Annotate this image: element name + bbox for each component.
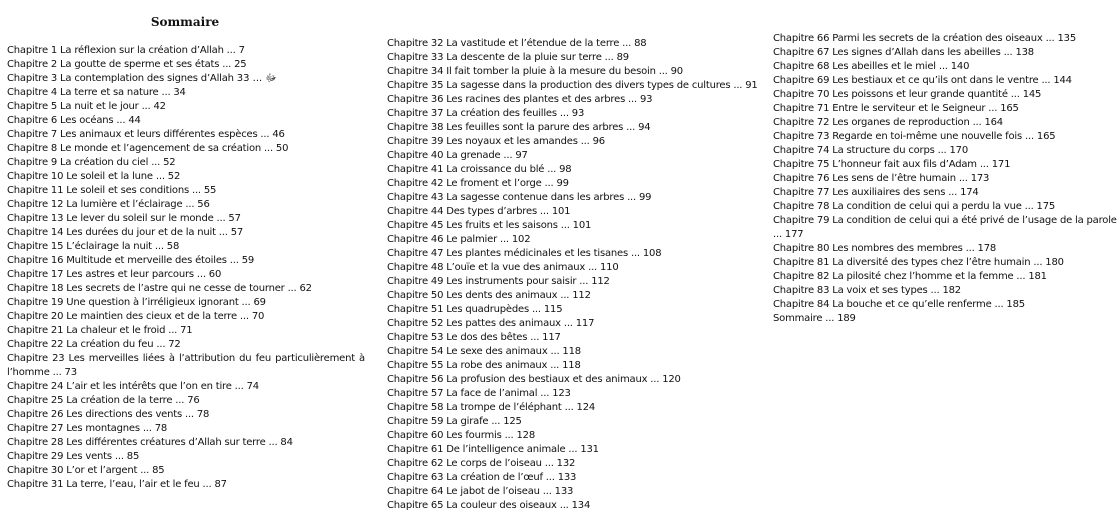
toc-entry: Chapitre 82 La pilosité chez l’homme et la femme ... 181: [773, 271, 1047, 282]
toc-entry: Chapitre 45 Les fruits et les saisons ... 101: [387, 220, 592, 231]
toc-entry: Chapitre 57 La face de l’animal ... 123: [387, 388, 571, 399]
toc-entry: Chapitre 19 Une question à l’irréligieux ignorant ... 69: [7, 297, 266, 308]
toc-entry: Chapitre 12 La lumière et l’éclairage ... 56: [7, 199, 210, 210]
toc-entry: Chapitre 55 La robe des animaux ... 118: [387, 360, 581, 371]
toc-entry: Chapitre 41 La croissance du blé ... 98: [387, 164, 572, 175]
toc-entry: Chapitre 67 Les signes d’Allah dans les abeilles ... 138: [773, 47, 1034, 58]
toc-entry: Chapitre 60 Les fourmis ... 128: [387, 430, 535, 441]
toc-entry: Chapitre 22 La création du feu ... 72: [7, 339, 181, 350]
toc-entry: Chapitre 44 Des types d’arbres ... 101: [387, 206, 571, 217]
toc-entry: Chapitre 76 Les sens de l’être humain ... 173: [773, 173, 990, 184]
toc-entry: Chapitre 37 La création des feuilles ... 93: [387, 108, 585, 119]
toc-entry: Chapitre 35 La sagesse dans la production des divers types de cultures ... 91: [387, 80, 758, 91]
toc-entry: Chapitre 33 La descente de la pluie sur terre ... 89: [387, 52, 629, 63]
toc-entry: Chapitre 79 La condition de celui qui a été privé de l’usage de la parole ... 177: [773, 215, 1117, 240]
toc-entry: Chapitre 42 Le froment et l’orge ... 99: [387, 178, 569, 189]
toc-entry: Chapitre 18 Les secrets de l’astre qui ne cesse de tourner ... 62: [7, 283, 312, 294]
toc-entry: Chapitre 52 Les pattes des animaux ... 117: [387, 318, 595, 329]
toc-entry: Chapitre 47 Les plantes médicinales et les tisanes ... 108: [387, 248, 662, 259]
toc-entry: Chapitre 77 Les auxiliaires des sens ... 174: [773, 187, 979, 198]
toc-entry: Chapitre 31 La terre, l’eau, l’air et le feu ... 87: [7, 479, 227, 490]
toc-entry: Chapitre 4 La terre et sa nature ... 34: [7, 87, 186, 98]
toc-entry: Chapitre 51 Les quadrupèdes ... 115: [387, 304, 563, 315]
toc-entry: Chapitre 10 Le soleil et la lune ... 52: [7, 171, 181, 182]
toc-entry: Chapitre 50 Les dents des animaux ... 112: [387, 290, 591, 301]
toc-entry: Chapitre 5 La nuit et le jour ... 42: [7, 101, 166, 112]
toc-entry: Chapitre 2 La goutte de sperme et ses états ... 25: [7, 59, 247, 70]
toc-entry: Chapitre 28 Les différentes créatures d’Allah sur terre ... 84: [7, 437, 293, 448]
toc-entry: Chapitre 32 La vastitude et l’étendue de la terre ... 88: [387, 38, 647, 49]
toc-entry: Chapitre 54 Le sexe des animaux ... 118: [387, 346, 581, 357]
toc-entry: Chapitre 23 Les merveilles liées à l’attribution du feu particulièrement à l’homme ... 73: [7, 353, 365, 378]
toc-entry: Chapitre 17 Les astres et leur parcours ... 60: [7, 269, 222, 280]
toc-entry: Chapitre 65 La couleur des oiseaux ... 134: [387, 500, 591, 511]
toc-entry: Chapitre 11 Le soleil et ses conditions ... 55: [7, 185, 217, 196]
toc-entry: Chapitre 72 Les organes de reproduction ... 164: [773, 117, 1003, 128]
toc-entry: Chapitre 43 La sagesse contenue dans les arbres ... 99: [387, 192, 652, 203]
toc-entry: Chapitre 58 La trompe de l’éléphant ... 124: [387, 402, 596, 413]
toc-entry: Chapitre 8 Le monde et l’agencement de sa création ... 50: [7, 143, 289, 154]
toc-column-1: [7, 44, 365, 492]
toc-entry: Chapitre 16 Multitude et merveille des étoiles ... 59: [7, 255, 255, 266]
toc-entry: Chapitre 64 Le jabot de l’oiseau ... 133: [387, 486, 574, 497]
toc-entry: Chapitre 38 Les feuilles sont la parure des arbres ... 94: [387, 122, 651, 133]
toc-entry: Chapitre 36 Les racines des plantes et des arbres ... 93: [387, 94, 653, 105]
toc-entry: Chapitre 63 La création de l’œuf ... 133: [387, 472, 577, 483]
toc-entry: Chapitre 49 Les instruments pour saisir ... 112: [387, 276, 610, 287]
toc-entry: Chapitre 69 Les bestiaux et ce qu’ils ont dans le ventre ... 144: [773, 75, 1072, 86]
toc-entry: Chapitre 48 L’ouïe et la vue des animaux ... 110: [387, 262, 619, 273]
toc-entry: Chapitre 14 Les durées du jour et de la nuit ... 57: [7, 227, 244, 238]
toc-entry: Chapitre 25 La création de la terre ... 76: [7, 395, 200, 406]
toc-entry: Chapitre 9 La création du ciel ... 52: [7, 157, 176, 168]
toc-entry: Chapitre 30 L’or et l’argent ... 85: [7, 465, 165, 476]
toc-entry: Chapitre 61 De l’intelligence animale ... 131: [387, 444, 599, 455]
toc-entry: Chapitre 29 Les vents ... 85: [7, 451, 140, 462]
toc-entry: Chapitre 34 Il fait tomber la pluie à la mesure du besoin ... 90: [387, 66, 683, 77]
toc-entry: Chapitre 39 Les noyaux et les amandes ... 96: [387, 136, 605, 147]
toc-entry: Chapitre 78 La condition de celui qui a perdu la vue ... 175: [773, 201, 1056, 212]
toc-entry: Chapitre 53 Le dos des bêtes ... 117: [387, 332, 561, 343]
toc-entry: Chapitre 1 La réflexion sur la création d’Allah ... 7: [7, 45, 245, 56]
toc-entry: Chapitre 84 La bouche et ce qu’elle renferme ... 185: [773, 299, 1025, 310]
toc-entry: Chapitre 7 Les animaux et leurs différentes espèces ... 46: [7, 129, 285, 140]
toc-entry: Chapitre 21 La chaleur et le froid ... 71: [7, 325, 193, 336]
toc-entry: Chapitre 27 Les montagnes ... 78: [7, 423, 168, 434]
toc-entry: Chapitre 83 La voix et ses types ... 182: [773, 285, 961, 296]
toc-entry: Chapitre 80 Les nombres des membres ... 178: [773, 243, 997, 254]
toc-entry: Sommaire ... 189: [773, 313, 856, 324]
toc-entry: Chapitre 70 Les poissons et leur grande quantité ... 145: [773, 89, 1042, 100]
toc-entry: Chapitre 56 La profusion des bestiaux et des animaux ... 120: [387, 374, 681, 385]
toc-entry: Chapitre 62 Le corps de l’oiseau ... 132: [387, 458, 576, 469]
toc-entry: Chapitre 46 Le palmier ... 102: [387, 234, 531, 245]
toc-entry: Chapitre 59 La girafe ... 125: [387, 416, 522, 427]
toc-entry: Chapitre 20 Le maintien des cieux et de la terre ... 70: [7, 311, 265, 322]
toc-entry: Chapitre 66 Parmi les secrets de la création des oiseaux ... 135: [773, 33, 1076, 44]
toc-entry: Chapitre 74 La structure du corps ... 170: [773, 145, 968, 156]
toc-entry: Chapitre 24 L’air et les intérêts que l’on en tire ... 74: [7, 381, 259, 392]
toc-entry: Chapitre 73 Regarde en toi-même une nouvelle fois ... 165: [773, 131, 1056, 142]
toc-entry: Chapitre 6 Les océans ... 44: [7, 115, 141, 126]
toc-column-3: [773, 32, 1120, 326]
toc-entry: Chapitre 40 La grenade ... 97: [387, 150, 528, 161]
page-title: Sommaire: [150, 15, 220, 29]
toc-entry: Chapitre 75 L’honneur fait aux fils d’Adam ... 171: [773, 159, 1011, 170]
toc-entry: Chapitre 71 Entre le serviteur et le Seigneur ... 165: [773, 103, 1019, 114]
toc-entry: Chapitre 3 La contemplation des signes d’Allah ﷻ ... 33: [7, 73, 277, 84]
toc-entry: Chapitre 26 Les directions des vents ... 78: [7, 409, 210, 420]
toc-entry: Chapitre 13 Le lever du soleil sur le monde ... 57: [7, 213, 241, 224]
toc-column-2: [387, 37, 757, 513]
toc-entry: Chapitre 68 Les abeilles et le miel ... 140: [773, 61, 970, 72]
toc-entry: Chapitre 81 La diversité des types chez l’être humain ... 180: [773, 257, 1064, 268]
toc-entry: Chapitre 15 L’éclairage la nuit ... 58: [7, 241, 180, 252]
